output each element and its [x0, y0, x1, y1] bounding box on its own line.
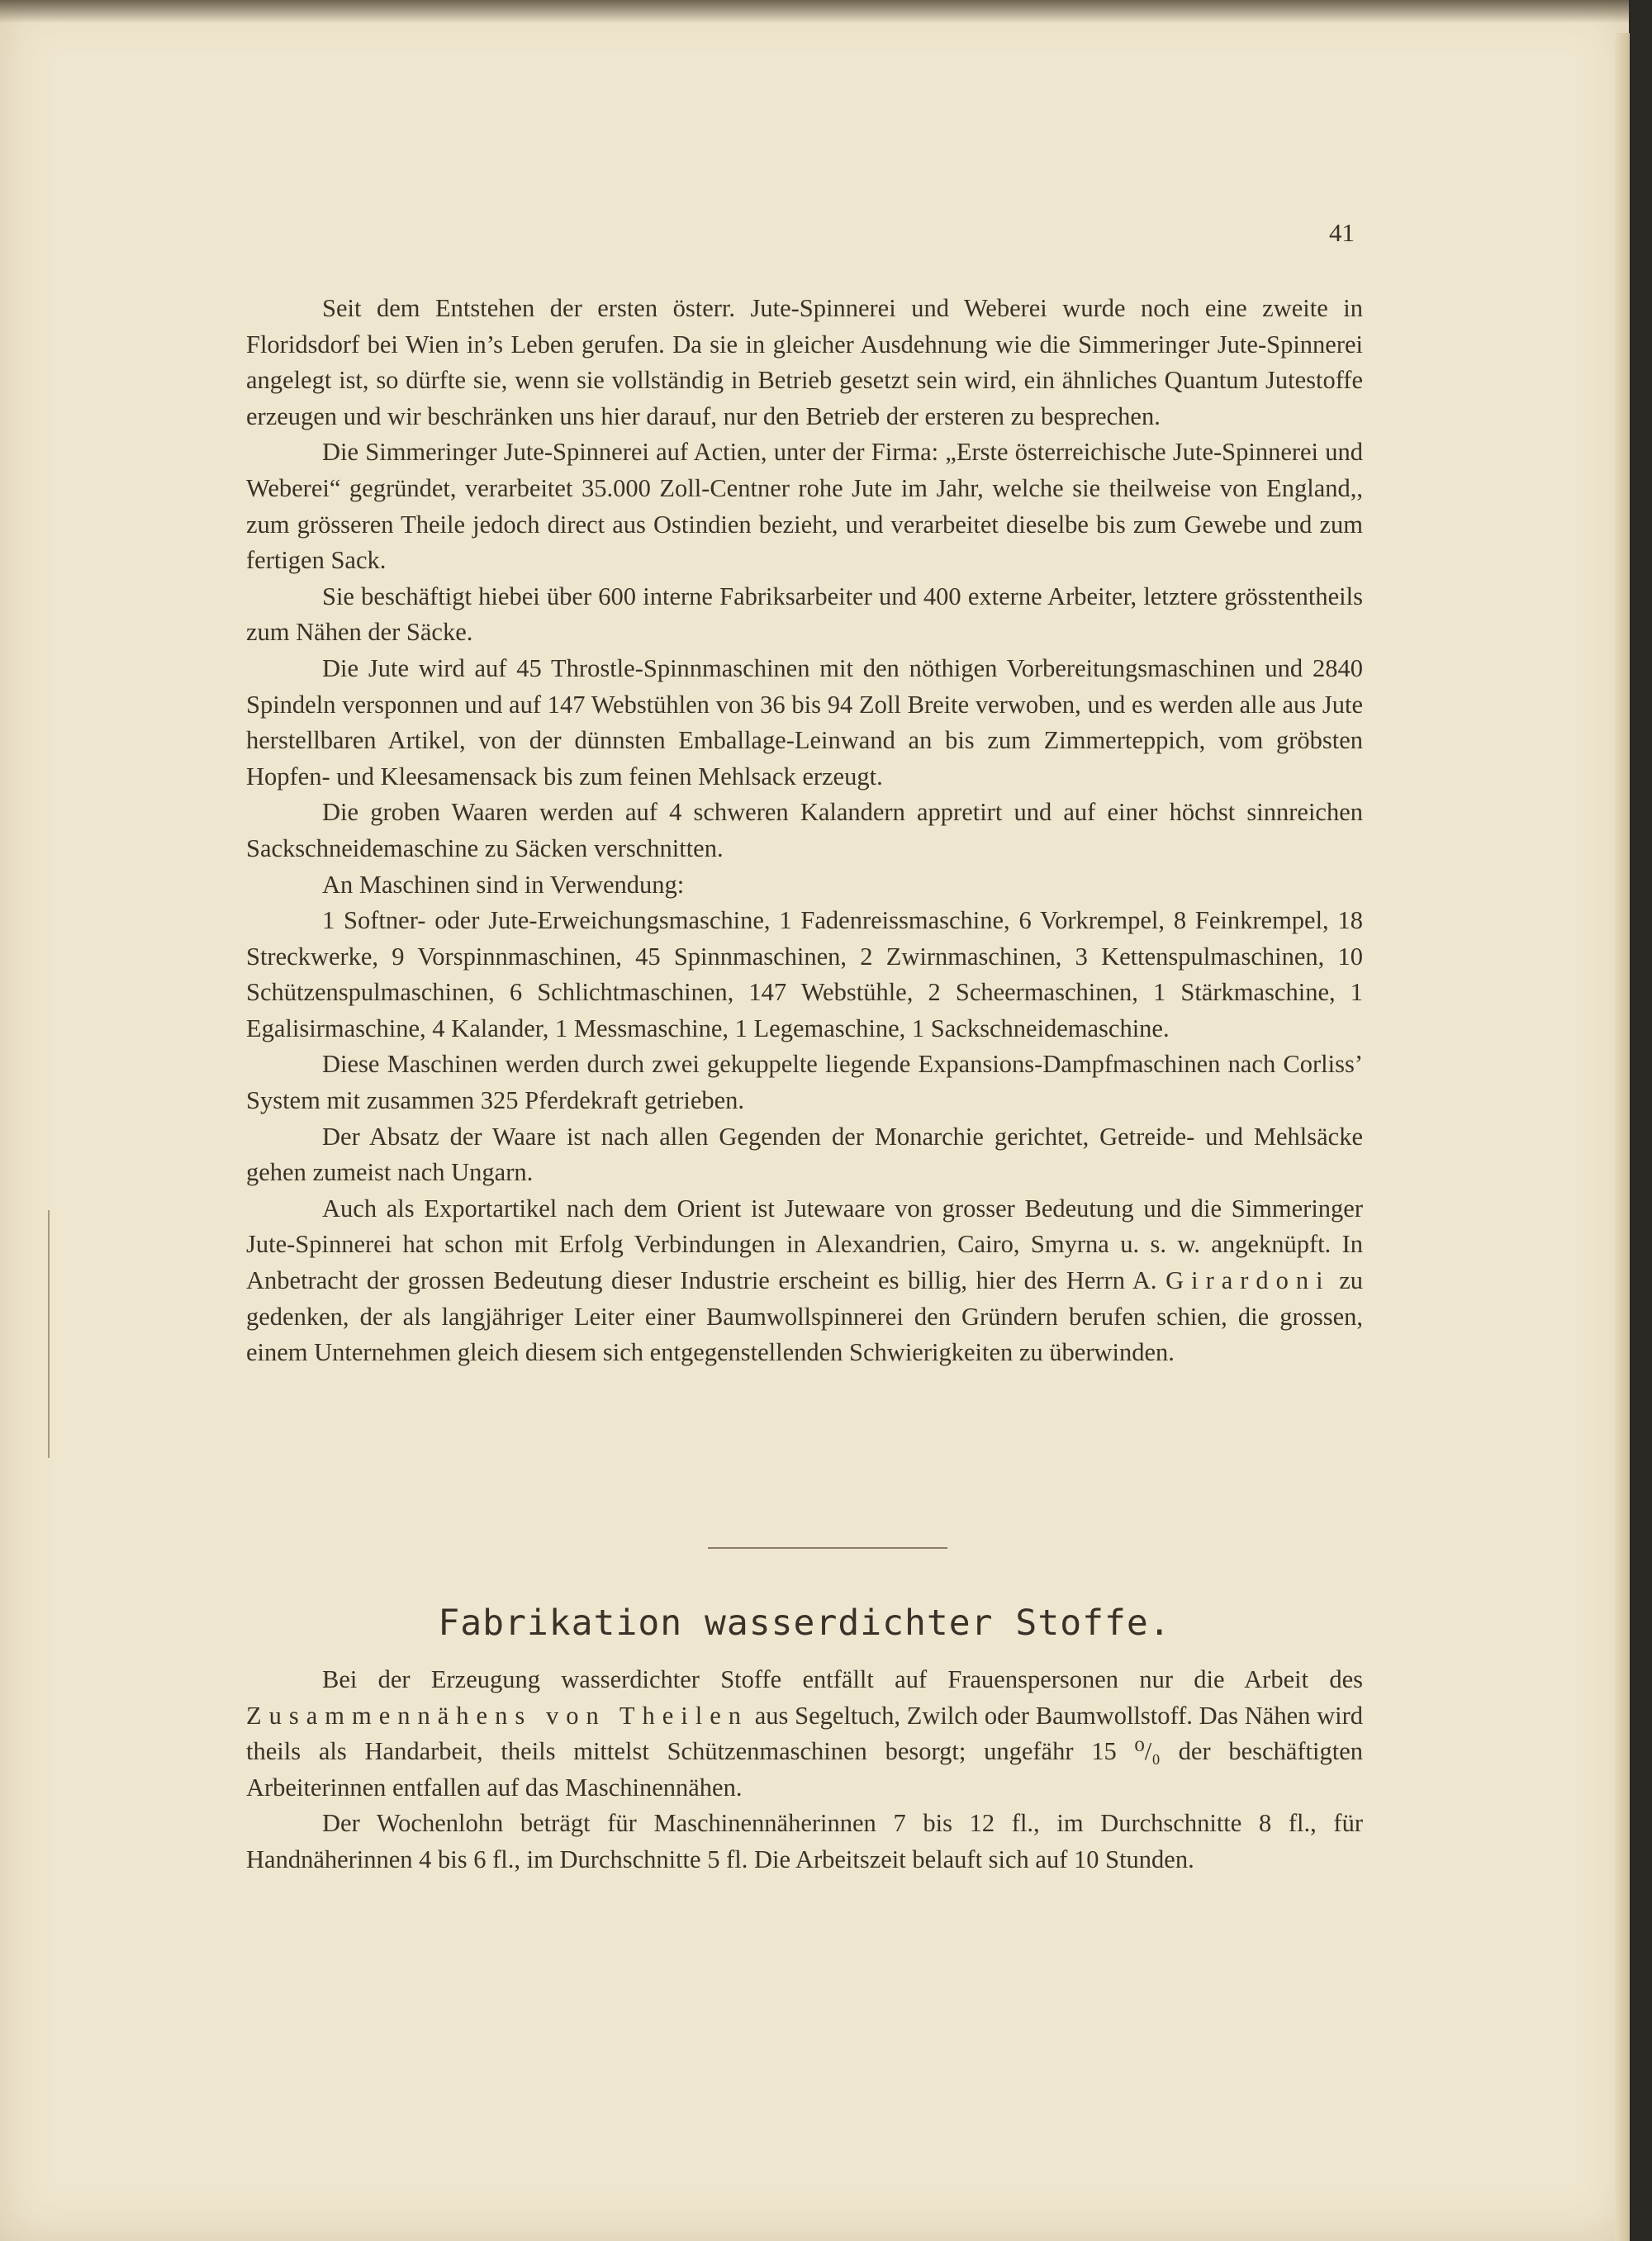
spaced-phrase: Zusammennähens von Theilen	[246, 1701, 749, 1730]
paragraph: Die Jute wird auf 45 Throstle-Spinnmaschinen mit den nöthigen Vorbereitungsmaschinen und 2840 Spindeln versponnen und auf 147 Webstühlen von 36 bis 94 Zoll Breite verwoben, und es werden alle aus Jute herstellbaren Artikel, von der dünnsten Emballage-Leinwand an bis zum Zimmerteppich, vom gröbsten Hopfen- und Kleesamensack bis zum feinen Mehlsack erzeugt.	[246, 653, 1363, 791]
page-number: 41	[1329, 218, 1355, 247]
spaced-name: Girardoni	[1165, 1266, 1331, 1295]
paragraph	[246, 1662, 1363, 1806]
paragraph: Der Wochenlohn beträgt für Maschinennäherinnen 7 bis 12 fl., im Durchschnitte 8 fl., für Handnäherinnen 4 bis 6 fl., im Durchschnitte 5 fl. Die Arbeitszeit belauft sich auf 10 Stunden.	[246, 1809, 1363, 1873]
paragraph-export	[246, 1191, 1363, 1371]
page-edge	[1615, 33, 1630, 2241]
section-divider	[708, 1547, 947, 1549]
paragraph: An Maschinen sind in Verwendung:	[322, 870, 685, 899]
paragraph: Seit dem Entstehen der ersten österr. Jute-Spinnerei und Weberei wurde noch eine zweite in Floridsdorf bei Wien in’s Leben gerufen. Da sie in gleicher Ausdehnung wie die Simmeringer Jute-Spinnerei angelegt ist, so dürfte sie, wenn sie vollständig in Betrieb gesetzt sein wird, ein ähnliches Quantum Jutestoffe erzeugen und wir beschränken uns hier darauf, nur den Betrieb der ersteren zu besprechen.	[246, 294, 1363, 430]
paragraph-text: aus Segeltuch, Zwilch oder Baumwollstoff. Das Nähen wird theils als Handarbeit, theils mittelst Schützenmaschinen besorgt; ungefähr 15 ⁰/₀ der beschäftigten Arbeiterinnen entfallen auf das Maschinennähen.	[246, 1701, 1364, 1802]
paragraph: Sie beschäftigt hiebei über 600 interne Fabriksarbeiter und 400 externe Arbeiter, letztere grösstentheils zum Nähen der Säcke.	[246, 582, 1363, 647]
margin-mark	[48, 1210, 50, 1458]
paragraph-text: zu gedenken, der als langjähriger Leiter einer Baumwollspinnerei den Gründern berufen schien, die grossen, einem Unternehmen gleich diesem sich entgegenstellenden Schwierigkeiten zu überwinden.	[246, 1266, 1364, 1367]
page-top-shadow	[0, 0, 1629, 23]
section-heading: Fabrikation wasserdichter Stoffe.	[438, 1602, 1171, 1644]
paragraph-text: Bei der Erzeugung wasserdichter Stoffe entfällt auf Frauenspersonen nur die Arbeit des	[322, 1665, 1363, 1693]
paragraph: Die groben Waaren werden auf 4 schweren Kalandern appretirt und auf einer höchst sinnreichen Sackschneidemaschine zu Säcken verschnitten.	[246, 798, 1363, 862]
section-jute-text	[246, 291, 1363, 1371]
paragraph-text: Auch als Exportartikel nach dem Orient ist Jutewaare von grosser Bedeutung und die Simmeringer Jute-Spinnerei hat schon mit Erfolg Verbindungen in Alexandrien, Cairo, Smyrna u. s. w. angeknüpft. In Anbetracht der grossen Bedeutung dieser Industrie erscheint es billig, hier des Herrn A.	[246, 1194, 1363, 1295]
paragraph: Diese Maschinen werden durch zwei gekuppelte liegende Expansions-Dampfmaschinen nach Corliss’ System mit zusammen 325 Pferdekraft getrieben.	[246, 1050, 1363, 1115]
paragraph: Die Simmeringer Jute-Spinnerei auf Actien, unter der Firma: „Erste österreichische Jute-Spinnerei und Weberei“ gegründet, verarbeitet 35.000 Zoll-Centner rohe Jute im Jahr, welche sie theilweise von England,, zum grösseren Theile jedoch direct aus Ostindien bezieht, und verarbeitet dieselbe bis zum Gewebe und zum fertigen Sack.	[246, 438, 1363, 575]
section-waterproof-text	[246, 1662, 1363, 1878]
paragraph: 1 Softner- oder Jute-Erweichungsmaschine, 1 Fadenreissmaschine, 6 Vorkrempel, 8 Feinkrempel, 18 Streckwerke, 9 Vorspinnmaschinen, 45 Spinnmaschinen, 2 Zwirnmaschinen, 3 Kettenspulmaschinen, 10 Schützenspulmaschinen, 6 Schlichtmaschinen, 147 Webstühle, 2 Scheermaschinen, 1 Stärkmaschine, 1 Egalisirmaschine, 4 Kalander, 1 Messmaschine, 1 Legemaschine, 1 Sackschneidemaschine.	[246, 906, 1363, 1042]
paragraph: Der Absatz der Waare ist nach allen Gegenden der Monarchie gerichtet, Getreide- und Mehlsäcke gehen zumeist nach Ungarn.	[246, 1122, 1363, 1187]
